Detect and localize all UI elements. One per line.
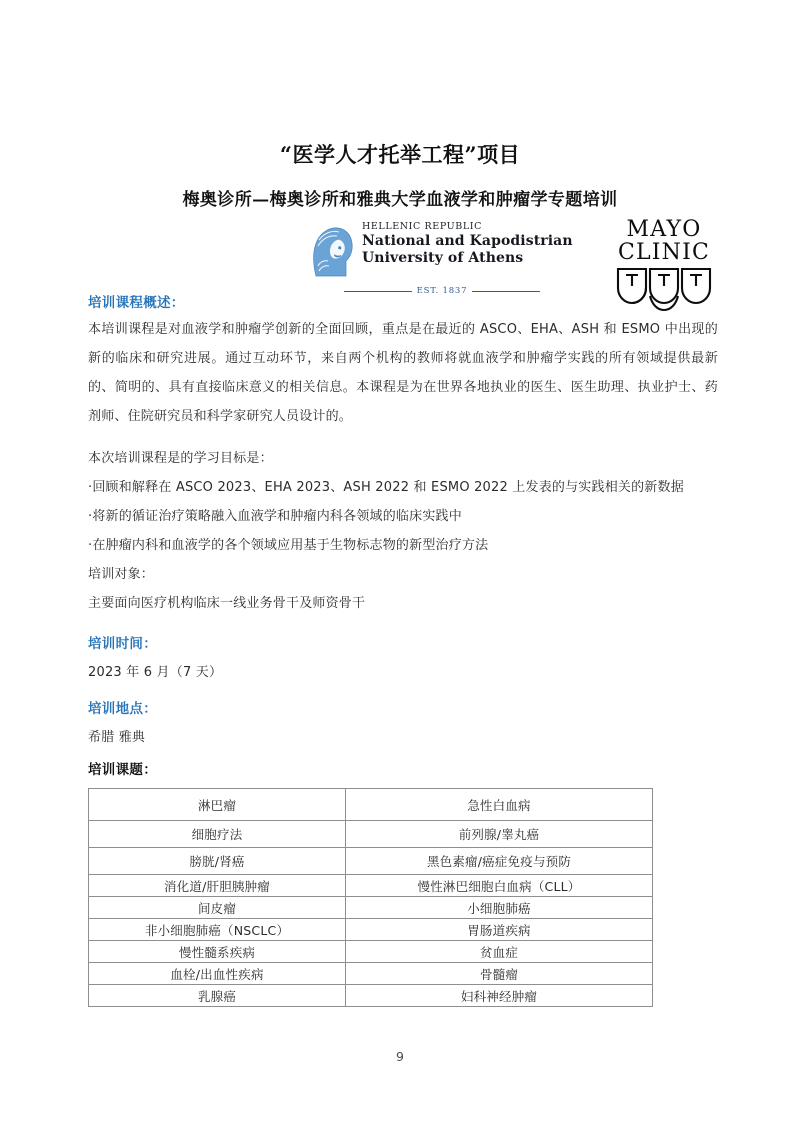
mayo-three-shields-icon xyxy=(612,266,716,312)
section-heading-topics: 培训课题： xyxy=(88,762,157,778)
table-row xyxy=(89,821,653,848)
topic-cell-left: 细胞疗法 xyxy=(89,821,346,848)
rule-left xyxy=(344,291,412,292)
objective-item-3: ·在肿瘤内科和血液学的各个领域应用基于生物标志物的新型治疗方法 xyxy=(88,538,489,553)
topic-cell-right: 胃肠道疾病 xyxy=(346,919,653,941)
table-row xyxy=(89,897,653,919)
uoa-established-text: EST. 1837 xyxy=(416,286,468,296)
section-heading-location: 培训地点： xyxy=(88,701,157,717)
table-row xyxy=(89,941,653,963)
section-heading-time: 培训时间： xyxy=(88,636,157,652)
table-row xyxy=(89,919,653,941)
topic-cell-right: 骨髓瘤 xyxy=(346,963,653,985)
table-row xyxy=(89,963,653,985)
topic-cell-left: 非小细胞肺癌（NSCLC） xyxy=(89,919,346,941)
overview-paragraph: 本培训课程是对血液学和肿瘤学创新的全面回顾，重点是在最近的 ASCO、EHA、ASH 和 ESMO 中出现的新的临床和研究进展。通过互动环节，来自两个机构的教师将就血液学和肿瘤学实践的所有领域提供最新的、简明的、具有直接临床意义的相关信息。本课程是为在世界各地执业的医生、医生助理、执业护士、药剂师、住院研究员和科学家研究人员设计的。 xyxy=(88,322,718,424)
location-value: 希腊 雅典 xyxy=(88,730,146,745)
topic-cell-left: 淋巴瘤 xyxy=(89,789,346,821)
page-number: 9 xyxy=(396,1049,404,1064)
uoa-line-national-kapodistrian: National and Kapodistrian xyxy=(362,233,573,249)
training-topics-table xyxy=(88,788,653,1007)
uoa-line-hellenic-republic: HELLENIC REPUBLIC xyxy=(362,221,482,232)
topic-cell-right: 小细胞肺癌 xyxy=(346,897,653,919)
topics-table-body xyxy=(89,789,653,1007)
section-heading-overview: 培训课程概述： xyxy=(88,295,185,311)
table-row xyxy=(89,875,653,897)
uoa-established-line xyxy=(344,286,540,296)
topic-cell-right: 前列腺/睾丸癌 xyxy=(346,821,653,848)
athena-head-emblem-icon xyxy=(310,224,356,282)
mayo-wordmark-line1: MAYO xyxy=(626,217,702,242)
topic-cell-left: 血栓/出血性疾病 xyxy=(89,963,346,985)
table-row xyxy=(89,985,653,1007)
rule-right xyxy=(472,291,540,292)
mayo-clinic-logo xyxy=(606,218,722,310)
topic-cell-right: 慢性淋巴细胞白血病（CLL） xyxy=(346,875,653,897)
university-of-athens-wordmark xyxy=(362,220,580,267)
topic-cell-right: 急性白血病 xyxy=(346,789,653,821)
audience-value: 主要面向医疗机构临床一线业务骨干及师资骨干 xyxy=(88,596,366,611)
page-title: “医学人才托举工程”项目 xyxy=(279,142,521,167)
topic-cell-left: 慢性髓系疾病 xyxy=(89,941,346,963)
logo-band xyxy=(300,218,720,310)
topic-cell-left: 膀胱/肾癌 xyxy=(89,848,346,875)
uoa-line-university-of-athens: University of Athens xyxy=(362,250,524,266)
topic-cell-right: 贫血症 xyxy=(346,941,653,963)
page-subtitle: 梅奥诊所—梅奥诊所和雅典大学血液学和肿瘤学专题培训 xyxy=(182,190,618,210)
table-row xyxy=(89,848,653,875)
topic-cell-left: 乳腺癌 xyxy=(89,985,346,1007)
mayo-wordmark-line2: CLINIC xyxy=(617,240,711,265)
time-value: 2023 年 6 月（7 天） xyxy=(88,665,223,680)
topic-cell-right: 妇科神经肿瘤 xyxy=(346,985,653,1007)
section-heading-audience: 培训对象： xyxy=(88,567,155,582)
objective-item-1: ·回顾和解释在 ASCO 2023、EHA 2023、ASH 2022 和 ESMO 2022 上发表的与实践相关的新数据 xyxy=(88,480,684,495)
university-of-athens-logo xyxy=(300,220,580,304)
topic-cell-right: 黑色素瘤/癌症免疫与预防 xyxy=(346,848,653,875)
table-row xyxy=(89,789,653,821)
topic-cell-left: 消化道/肝胆胰肿瘤 xyxy=(89,875,346,897)
objective-item-2: ·将新的循证治疗策略融入血液学和肿瘤内科各领域的临床实践中 xyxy=(88,509,462,524)
objectives-intro: 本次培训课程是的学习目标是： xyxy=(88,451,273,466)
topic-cell-left: 间皮瘤 xyxy=(89,897,346,919)
